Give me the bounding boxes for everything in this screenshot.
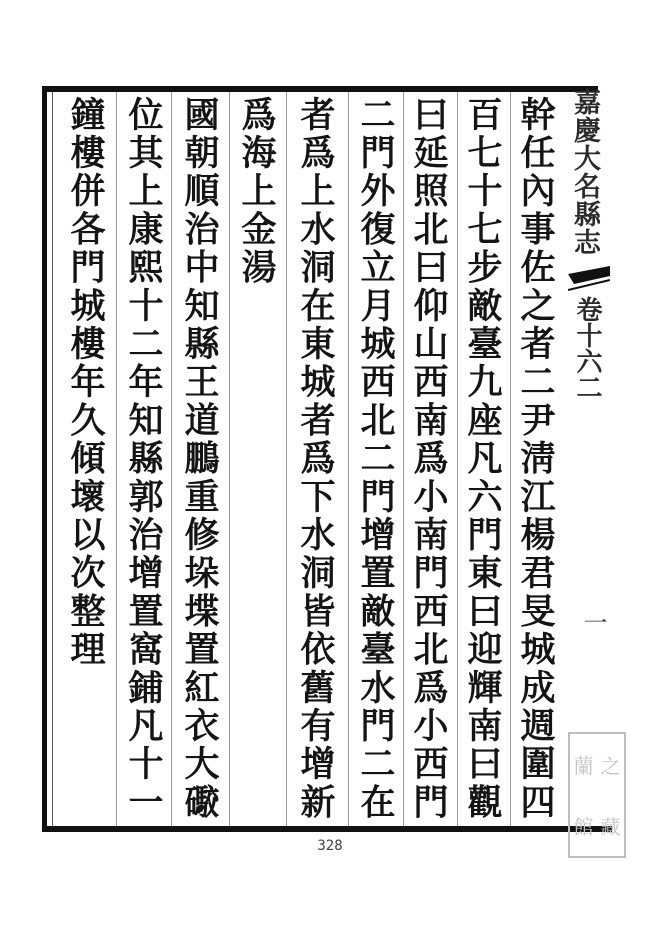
text-column-2: 百七十七步敵臺九座凡六門東曰迎輝南曰觀 bbox=[462, 96, 503, 822]
frame-top-border bbox=[42, 86, 598, 92]
column-rule bbox=[457, 92, 458, 826]
text-column-8: 位其上康熙十二年知縣郭治增置窩鋪凡十一 bbox=[123, 96, 164, 822]
page-number: 328 bbox=[317, 838, 343, 854]
seal-character: 藏 bbox=[600, 815, 621, 839]
fish-tail-mark-icon bbox=[568, 266, 610, 294]
text-column-1: 幹任內事佐之者二尹淸江楊君旻城成週圍四 bbox=[515, 96, 556, 822]
column-rule bbox=[348, 92, 349, 826]
leaf-number: 一 bbox=[579, 610, 607, 634]
column-rule bbox=[286, 92, 287, 826]
frame-bottom-border bbox=[42, 826, 612, 832]
column-rule bbox=[403, 92, 404, 826]
column-rule bbox=[510, 92, 511, 826]
running-title: 嘉慶大名縣志 bbox=[569, 88, 600, 256]
column-rule bbox=[171, 92, 172, 826]
text-column-4: 二門外復立月城西北二門增置敵臺水門二在 bbox=[355, 96, 396, 822]
juan-number: 卷十六二 bbox=[572, 296, 602, 400]
column-rule bbox=[116, 92, 117, 826]
text-column-3: 曰延照北曰仰山西南爲小南門西北爲小西門 bbox=[408, 96, 449, 822]
seal-character: 之 bbox=[600, 754, 621, 778]
seal-character: 蘭 bbox=[573, 754, 594, 778]
text-column-6: 爲海上金湯 bbox=[236, 96, 277, 287]
text-column-9: 鐘樓併各門城樓年久傾壞以次整理 bbox=[65, 96, 106, 669]
text-column-7: 國朝順治中知縣王道鵬重修垛堞置紅衣大礮 bbox=[179, 96, 220, 822]
column-rule bbox=[229, 92, 230, 826]
collector-seal-stamp bbox=[568, 732, 626, 858]
frame-left-border bbox=[42, 86, 47, 832]
text-column-5: 者爲上水洞在東城者爲下水洞皆依舊有增新 bbox=[295, 96, 336, 822]
frame-inner-left-line bbox=[52, 92, 53, 826]
seal-character: 館 bbox=[573, 815, 594, 839]
